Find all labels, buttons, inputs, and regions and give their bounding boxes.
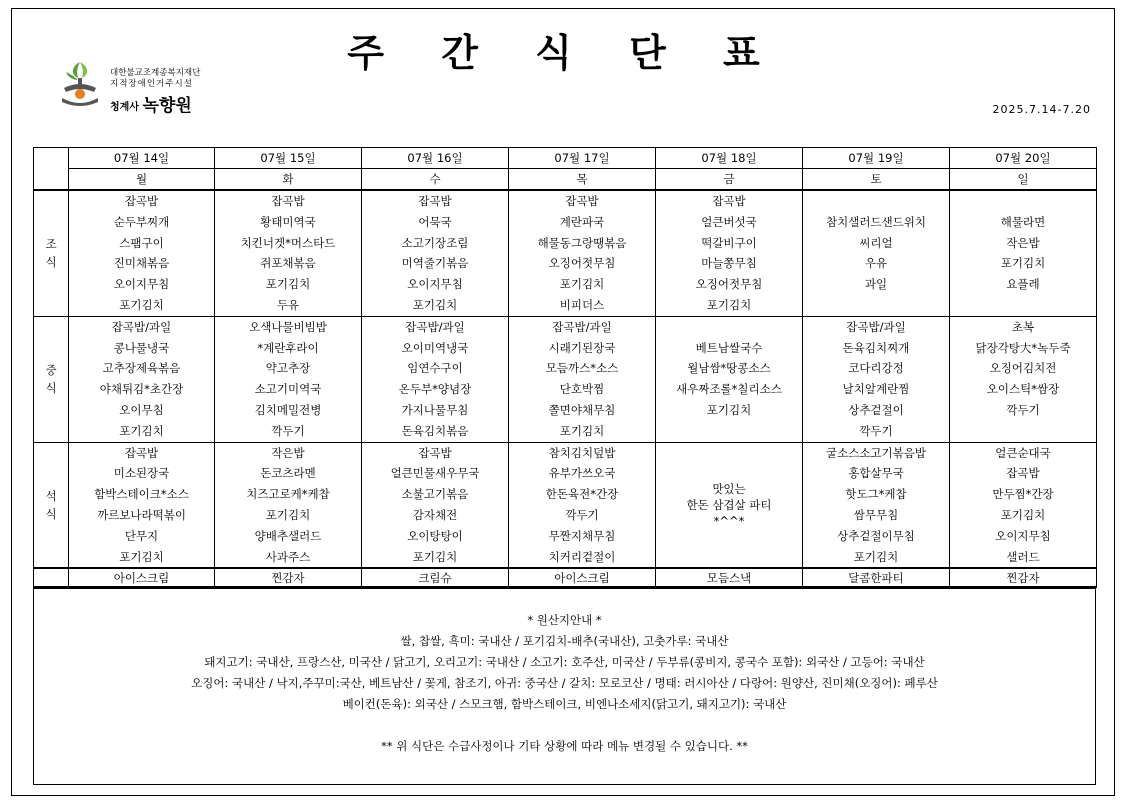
menu-item: *계란후라이 xyxy=(257,340,319,355)
menu-item: 새우짜조롤*칠리소스 xyxy=(676,382,782,397)
menu-item: 작은밥 xyxy=(271,445,305,460)
dessert-item: 아이스크림 xyxy=(113,571,170,586)
menu-item: 포기김치 xyxy=(119,423,164,438)
menu-item: 핫도그*케찹 xyxy=(845,487,907,502)
menu-item: 치커리겉절이 xyxy=(548,549,616,564)
menu-item: 굴소스소고기볶음밥 xyxy=(826,445,926,460)
day-of-week-header xyxy=(215,169,362,191)
menu-item: 포기김치 xyxy=(706,297,752,312)
menu-item: 시래기된장국 xyxy=(548,340,616,355)
menu-item xyxy=(950,295,1096,316)
menu-item: 포기김치 xyxy=(412,549,458,564)
menu-item: 모듬까스*소스 xyxy=(545,361,619,376)
menu-item: 떡갈비구이 xyxy=(701,235,757,250)
menu-item: 과일 xyxy=(864,277,888,292)
day-of-week: 월 xyxy=(135,172,148,186)
menu-item: 얼큰민물새우무국 xyxy=(390,466,480,481)
menu-item: 스팸구이 xyxy=(119,235,164,250)
dessert-item: 모듬스낵 xyxy=(706,571,752,586)
day-date-header xyxy=(656,148,803,169)
menu-item: 단호박찜 xyxy=(559,382,605,397)
menu-item: 치킨너겟*머스타드 xyxy=(240,235,336,250)
meal-label-char: 석 xyxy=(45,488,57,503)
menu-item: 씨리얼 xyxy=(859,235,893,250)
menu-item: 포기김치 xyxy=(1000,256,1046,271)
menu-item: 콩나물냉국 xyxy=(113,340,170,355)
meal-label-char: 식 xyxy=(45,381,57,396)
menu-item xyxy=(950,191,1096,212)
menu-cell xyxy=(69,190,215,316)
menu-item: 오이무침 xyxy=(119,402,164,417)
menu-cell xyxy=(803,190,950,316)
special-event-line: 한돈 삼겹살 파티 xyxy=(686,497,772,512)
menu-item: 참치김치덮밥 xyxy=(548,445,616,460)
menu-item: 오징어김치전 xyxy=(989,361,1057,376)
menu-item: 오이스틱*쌈장 xyxy=(986,382,1060,397)
menu-cell xyxy=(362,442,509,568)
dessert-label-cell xyxy=(34,568,69,587)
menu-item: 초복 xyxy=(1011,319,1035,334)
menu-item: 가지나물무침 xyxy=(401,402,469,417)
menu-item: 얼큰순대국 xyxy=(995,445,1051,460)
menu-item: 잡곡밥 xyxy=(1006,466,1040,481)
menu-item: 깍두기 xyxy=(1006,402,1040,417)
menu-item: 잡곡밥/과일 xyxy=(405,319,465,334)
menu-cell xyxy=(950,190,1097,316)
menu-item: 야채튀김*초간장 xyxy=(99,382,184,397)
menu-item: 오이지무침 xyxy=(995,528,1051,543)
day-date-header xyxy=(803,148,950,169)
notice-line: 오징어: 국내산 / 낙지,주꾸미:국산, 베트남산 / 꽃게, 참조기, 아귀: 중국산 / 갈치: 모로코산 / 명태: 러시아산 / 다랑어: 원양산, 진미채(오징어): 페루산 xyxy=(191,676,938,690)
menu-item: 포기김치 xyxy=(706,402,752,417)
day-date-header xyxy=(950,148,1097,169)
menu-item xyxy=(950,421,1096,442)
lotus-logo-icon xyxy=(58,58,102,108)
dessert-cell xyxy=(362,568,509,587)
menu-item: 얼큰버섯국 xyxy=(701,214,757,229)
menu-cell xyxy=(215,442,362,568)
menu-cell xyxy=(656,316,803,442)
menu-item: 오징어젓무침 xyxy=(548,256,616,271)
origin-notice xyxy=(33,588,1096,785)
menu-item: 비피더스 xyxy=(559,297,605,312)
menu-item: 임연수구이 xyxy=(407,361,463,376)
menu-item: 포기김치 xyxy=(559,277,605,292)
meal-label-char: 조 xyxy=(45,237,57,252)
meal-label-char: 중 xyxy=(45,363,57,378)
menu-item: 오이미역냉국 xyxy=(401,340,469,355)
menu-cell xyxy=(803,442,950,568)
menu-item: 해물라면 xyxy=(1000,214,1046,229)
menu-item: 미소된장국 xyxy=(113,466,170,481)
menu-item: 코다리강정 xyxy=(848,361,904,376)
menu-item: 잡곡밥/과일 xyxy=(846,319,906,334)
menu-item: 닭장각탕大*녹두죽 xyxy=(975,340,1071,355)
notice-line: 돼지고기: 국내산, 프랑스산, 미국산 / 닭고기, 오리고기: 국내산 / 소고기: 호주산, 미국산 / 두부류(콩비지, 콩국수 포함): 외국산 / 고등어: 국내산 xyxy=(204,655,925,669)
day-date: 07월 14일 xyxy=(113,151,170,165)
day-of-week-header xyxy=(69,169,215,191)
org-logo xyxy=(58,58,258,116)
date-range: 2025.7.14-7.20 xyxy=(992,103,1091,116)
meal-label xyxy=(34,316,69,442)
notice-heading: * 원산지안내 * xyxy=(527,613,602,627)
menu-item: 김치메밀전병 xyxy=(254,402,322,417)
menu-item: 진미채볶음 xyxy=(113,256,170,271)
special-event xyxy=(656,443,802,567)
day-date-header xyxy=(69,148,215,169)
menu-item: 오이지무침 xyxy=(113,277,170,292)
menu-item: 깍두기 xyxy=(271,423,305,438)
menu-item: 포기김치 xyxy=(265,277,311,292)
menu-item: 오이지무침 xyxy=(407,277,463,292)
menu-item: 쥐포채볶음 xyxy=(260,256,316,271)
menu-item: 베트남쌀국수 xyxy=(695,340,763,355)
menu-cell xyxy=(509,442,656,568)
meal-label-char: 식 xyxy=(45,255,57,270)
day-of-week: 일 xyxy=(1017,172,1029,186)
menu-item: 쫄면야채무침 xyxy=(548,402,616,417)
day-date: 07월 18일 xyxy=(701,151,757,165)
menu-item: 단무지 xyxy=(124,528,159,543)
day-of-week-header xyxy=(362,169,509,191)
menu-item: 감자채전 xyxy=(412,507,458,522)
page-title: 주 간 식 단 표 xyxy=(347,31,782,75)
menu-item: 날치알계란찜 xyxy=(842,382,910,397)
menu-cell xyxy=(950,316,1097,442)
logo-org-name: 청계사 녹향원 xyxy=(110,96,192,116)
dessert-item: 아이스크림 xyxy=(554,571,610,586)
menu-cell xyxy=(950,442,1097,568)
menu-cell xyxy=(362,316,509,442)
dessert-cell xyxy=(69,568,215,587)
menu-item: 샐러드 xyxy=(1006,549,1040,564)
menu-item: 포기김치 xyxy=(119,549,164,564)
menu-cell xyxy=(69,316,215,442)
day-of-week: 수 xyxy=(429,172,441,186)
menu-item: 작은밥 xyxy=(1006,235,1040,250)
menu-item: 잡곡밥 xyxy=(124,194,159,208)
menu-item xyxy=(803,191,949,212)
menu-item: 포기김치 xyxy=(853,549,899,564)
logo-facility-type: 지적장애인거주시설 xyxy=(110,79,193,89)
menu-item: 순두부찌개 xyxy=(113,214,170,229)
menu-item: 마늘쫑무침 xyxy=(701,256,757,271)
menu-item: 포기김치 xyxy=(265,507,311,522)
menu-item: 참치샐러드샌드위치 xyxy=(826,214,926,229)
menu-cell xyxy=(215,316,362,442)
dessert-item: 달콤한파티 xyxy=(848,571,904,586)
menu-item: 돈육김치찌개 xyxy=(842,340,910,355)
menu-item: 잡곡밥 xyxy=(565,194,599,208)
menu-item: 상추겉절이무침 xyxy=(837,528,915,543)
menu-cell xyxy=(509,316,656,442)
menu-item: 온두부*양념장 xyxy=(398,382,472,397)
menu-item: 황태미역국 xyxy=(260,214,316,229)
day-of-week: 목 xyxy=(576,172,588,186)
menu-cell xyxy=(69,442,215,568)
notice-line: 쌀, 찹쌀, 흑미: 국내산 / 포기김치-배추(국내산), 고춧가루: 국내산 xyxy=(400,634,729,648)
menu-item: 잡곡밥/과일 xyxy=(111,319,172,334)
menu-item: 무짠지채무침 xyxy=(548,528,616,543)
menu-item xyxy=(656,317,802,338)
meal-label xyxy=(34,190,69,316)
menu-item: 까르보나라떡볶이 xyxy=(97,507,186,522)
menu-item: 치즈고로케*케찹 xyxy=(246,487,330,502)
dessert-item: 찐감자 xyxy=(271,571,305,586)
menu-item: 월남쌈*땅콩소스 xyxy=(687,361,771,376)
day-date: 07월 17일 xyxy=(554,151,610,165)
menu-item: 오징어젓무침 xyxy=(695,277,763,292)
menu-item: 소고기미역국 xyxy=(254,382,322,397)
dessert-cell xyxy=(509,568,656,587)
menu-cell xyxy=(215,190,362,316)
day-of-week-header xyxy=(950,169,1097,191)
menu-item: 요플레 xyxy=(1006,277,1040,292)
menu-item xyxy=(803,295,949,316)
menu-item: 오이탕탕이 xyxy=(407,528,463,543)
special-event-line: 맛있는 xyxy=(712,481,746,496)
menu-item: 해물동그랑땡볶음 xyxy=(537,235,627,250)
menu-item: 홍합살무국 xyxy=(848,466,904,481)
menu-item: 잡곡밥 xyxy=(271,194,305,208)
menu-item: 포기김치 xyxy=(1000,507,1046,522)
day-of-week-header xyxy=(803,169,950,191)
day-of-week-header xyxy=(656,169,803,191)
menu-item: 잡곡밥 xyxy=(418,194,452,208)
day-of-week: 화 xyxy=(282,172,294,186)
day-date: 07월 19일 xyxy=(848,151,904,165)
menu-item: 포기김치 xyxy=(412,297,458,312)
menu-cell xyxy=(656,190,803,316)
dessert-cell xyxy=(950,568,1097,587)
dessert-item: 찐감자 xyxy=(1006,571,1040,586)
notice-footer: ** 위 식단은 수급사정이나 기타 상황에 따라 메뉴 변경될 수 있습니다. ** xyxy=(381,739,748,753)
menu-item: 함박스테이크*소스 xyxy=(94,487,189,502)
day-of-week: 금 xyxy=(723,172,735,186)
day-date-header xyxy=(509,148,656,169)
menu-item: 깍두기 xyxy=(859,423,893,438)
menu-item: 어묵국 xyxy=(418,214,452,229)
day-of-week-header xyxy=(509,169,656,191)
menu-item: 사과주스 xyxy=(265,549,311,564)
menu-item: 돈육김치볶음 xyxy=(401,423,469,438)
menu-cell xyxy=(362,190,509,316)
notice-line: 베이컨(돈육): 외국산 / 스모크햄, 함박스테이크, 비엔나소세지(닭고기, 돼지고기): 국내산 xyxy=(342,697,787,711)
menu-item: 만두찜*간장 xyxy=(992,487,1054,502)
logo-foundation-name: 대한불교조계종복지재단 xyxy=(110,68,201,78)
menu-item: 한돈육전*간장 xyxy=(545,487,619,502)
day-date: 07월 20일 xyxy=(995,151,1051,165)
menu-item: 잡곡밥 xyxy=(712,194,746,208)
menu-item: 약고추장 xyxy=(265,361,311,376)
day-date: 07월 16일 xyxy=(407,151,463,165)
day-date-header xyxy=(215,148,362,169)
dessert-item: 크림슈 xyxy=(418,571,452,586)
menu-cell xyxy=(656,442,803,568)
menu-item: 미역줄기볶음 xyxy=(401,256,469,271)
dessert-cell xyxy=(656,568,803,587)
day-date-header xyxy=(362,148,509,169)
menu-item: 고추장제육볶음 xyxy=(102,361,181,376)
menu-item: 포기김치 xyxy=(559,423,605,438)
menu-item: 유부가쓰오국 xyxy=(548,466,616,481)
weekly-menu-table xyxy=(33,147,1097,588)
menu-cell xyxy=(803,316,950,442)
menu-item: 소고기장조림 xyxy=(401,235,469,250)
meal-label xyxy=(34,442,69,568)
menu-item: 소불고기볶음 xyxy=(401,487,469,502)
menu-item: 두유 xyxy=(276,297,300,312)
menu-item: 오색나물비빔밥 xyxy=(249,319,327,334)
menu-item: 우유 xyxy=(864,256,888,271)
corner-cell xyxy=(34,148,69,191)
day-of-week: 토 xyxy=(870,172,882,186)
menu-item: 쌈무무침 xyxy=(853,507,899,522)
menu-item: 잡곡밥 xyxy=(124,445,159,460)
menu-item: 잡곡밥 xyxy=(418,445,452,460)
menu-item: 깍두기 xyxy=(565,507,599,522)
menu-item xyxy=(656,421,802,442)
menu-item: 포기김치 xyxy=(119,297,164,312)
menu-item: 잡곡밥/과일 xyxy=(552,319,612,334)
menu-item: 상추겉절이 xyxy=(848,402,904,417)
dessert-cell xyxy=(215,568,362,587)
day-date: 07월 15일 xyxy=(260,151,316,165)
meal-label-char: 식 xyxy=(45,506,57,521)
menu-item: 양배추샐러드 xyxy=(254,528,322,543)
menu-cell xyxy=(509,190,656,316)
menu-item: 돈코츠라멘 xyxy=(260,466,316,481)
special-event-line: *^^* xyxy=(713,513,745,528)
dessert-cell xyxy=(803,568,950,587)
menu-item: 계란파국 xyxy=(559,214,605,229)
